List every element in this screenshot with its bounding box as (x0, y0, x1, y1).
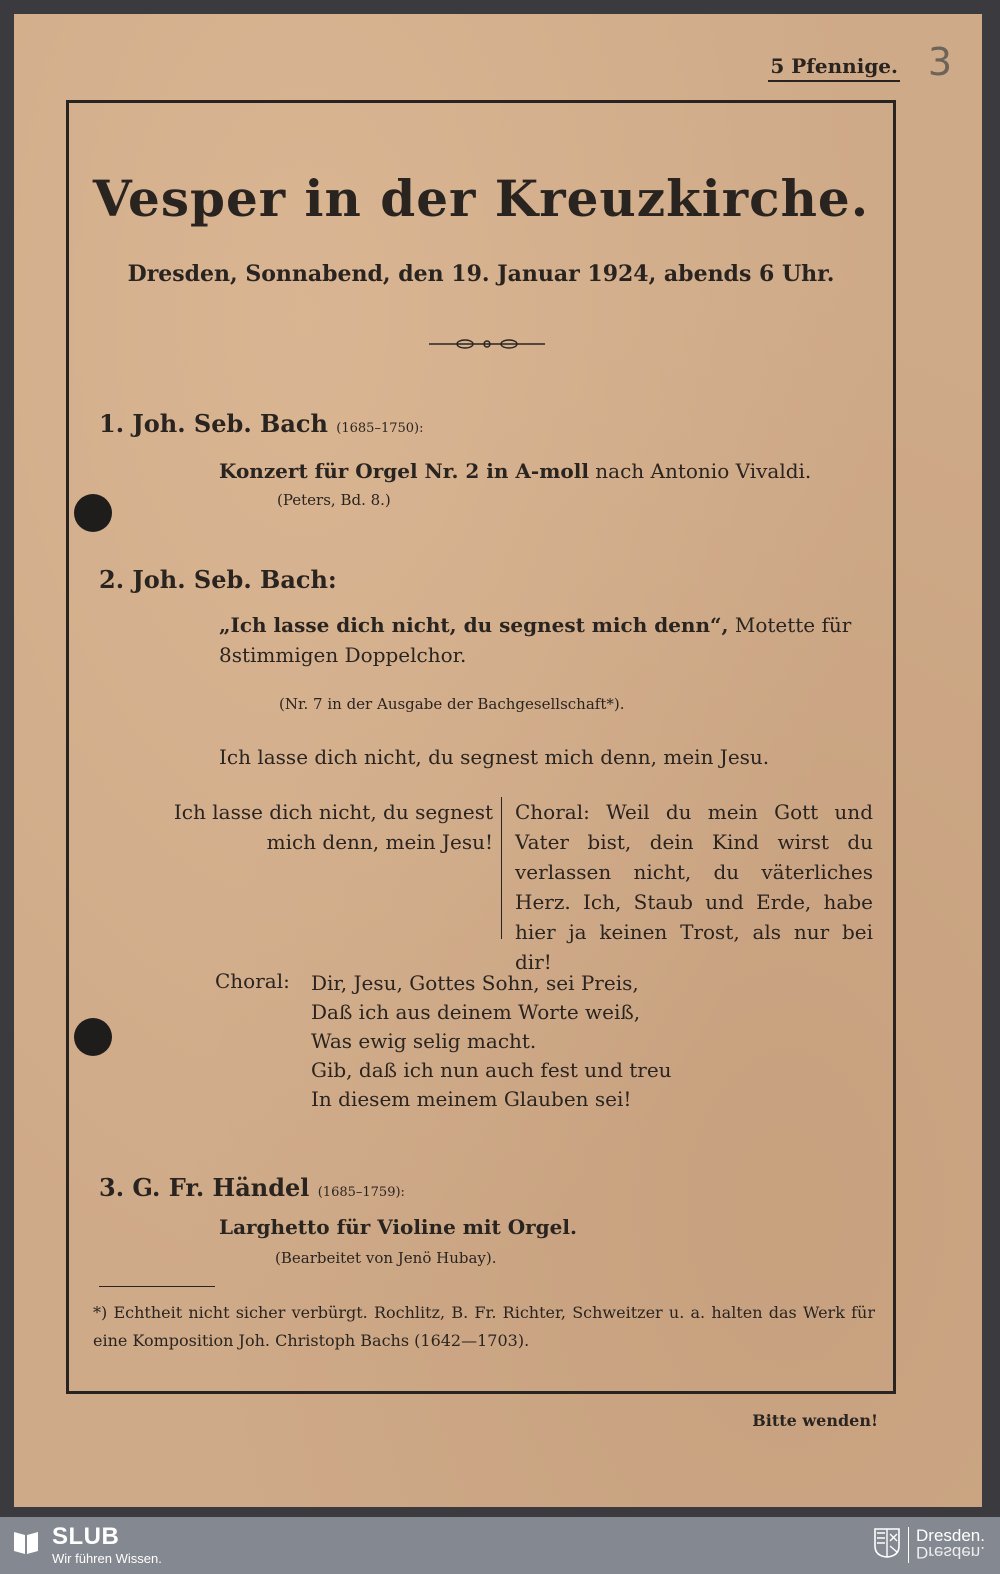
choral-verse (311, 969, 672, 1114)
motet-left-column: Ich lasse dich nicht, du segnest mich denn, mein Jesu! (173, 800, 493, 854)
page-title: Vesper in der Kreuzkirche. (92, 169, 870, 228)
event-subtitle: Dresden, Sonnabend, den 19. Januar 1924, abends 6 Uhr. (127, 261, 835, 287)
item-1-dates: (1685–1750): (336, 421, 424, 436)
choral-line: Dir, Jesu, Gottes Sohn, sei Preis, (311, 971, 639, 995)
item-2-work-line1: „Ich lasse dich nicht, du segnest mich denn“, Motette für (219, 613, 852, 637)
footer-separator (908, 1527, 909, 1563)
dresden-logo[interactable]: Dresden. Dresden. (916, 1526, 985, 1562)
slub-tagline: Wir führen Wissen. (52, 1551, 162, 1566)
choral-line: In diesem meinem Glauben sei! (311, 1087, 632, 1111)
item-2-work-line2: 8stimmigen Doppelchor. (219, 643, 467, 667)
item-3-edition: (Bearbeitet von Jenö Hubay). (275, 1249, 497, 1267)
dresden-crest-icon (874, 1528, 900, 1558)
footer-bar (0, 1517, 1000, 1574)
choral-label: Choral: (215, 969, 290, 993)
slub-logo[interactable]: SLUB (52, 1523, 120, 1550)
choral-line: Was ewig selig macht. (311, 1029, 537, 1053)
item-2-edition: (Nr. 7 in der Ausgabe der Bachgesellschaft*). (279, 695, 625, 713)
item-2-text-intro: Ich lasse dich nicht, du segnest mich denn, mein Jesu. (219, 745, 770, 769)
footnote-rule (99, 1286, 215, 1287)
choral-line: Gib, daß ich nun auch fest und treu (311, 1058, 672, 1082)
program-frame (66, 100, 896, 1394)
item-2-composer: 2. Joh. Seb. Bach: (99, 565, 337, 594)
column-divider (501, 797, 502, 939)
footnote: *) Echtheit nicht sicher verbürgt. Rochlitz, B. Fr. Richter, Schweitzer u. a. halten das Werk für eine Komposition Joh. Christoph Bachs (1642—1703). (93, 1303, 875, 1350)
item-3-composer: 3. G. Fr. Händel (1685–1759): (99, 1173, 405, 1202)
item-1-edition: (Peters, Bd. 8.) (277, 491, 391, 509)
item-3-dates: (1685–1759): (317, 1185, 405, 1200)
document-page (14, 14, 982, 1507)
motet-right-column: Choral: Weil du mein Gott und Vater bist, dein Kind wirst du verlassen nicht, du väterliches Herz. Ich, Staub und Erde, habe hier ja keinen Trost, als nur bei dir! (515, 800, 873, 974)
item-1-work: Konzert für Orgel Nr. 2 in A-moll nach Antonio Vivaldi. (219, 459, 812, 483)
item-1-composer: 1. Joh. Seb. Bach (1685–1750): (99, 409, 424, 438)
slub-book-icon[interactable] (12, 1528, 40, 1556)
pencil-mark: 3 (927, 40, 952, 84)
item-3-work: Larghetto für Violine mit Orgel. (219, 1215, 577, 1239)
price-label: 5 Pfennige. (768, 54, 900, 82)
divider-ornament-icon (429, 337, 545, 351)
turn-page-note: Bitte wenden! (752, 1411, 878, 1430)
choral-line: Daß ich aus deinem Worte weiß, (311, 1000, 641, 1024)
